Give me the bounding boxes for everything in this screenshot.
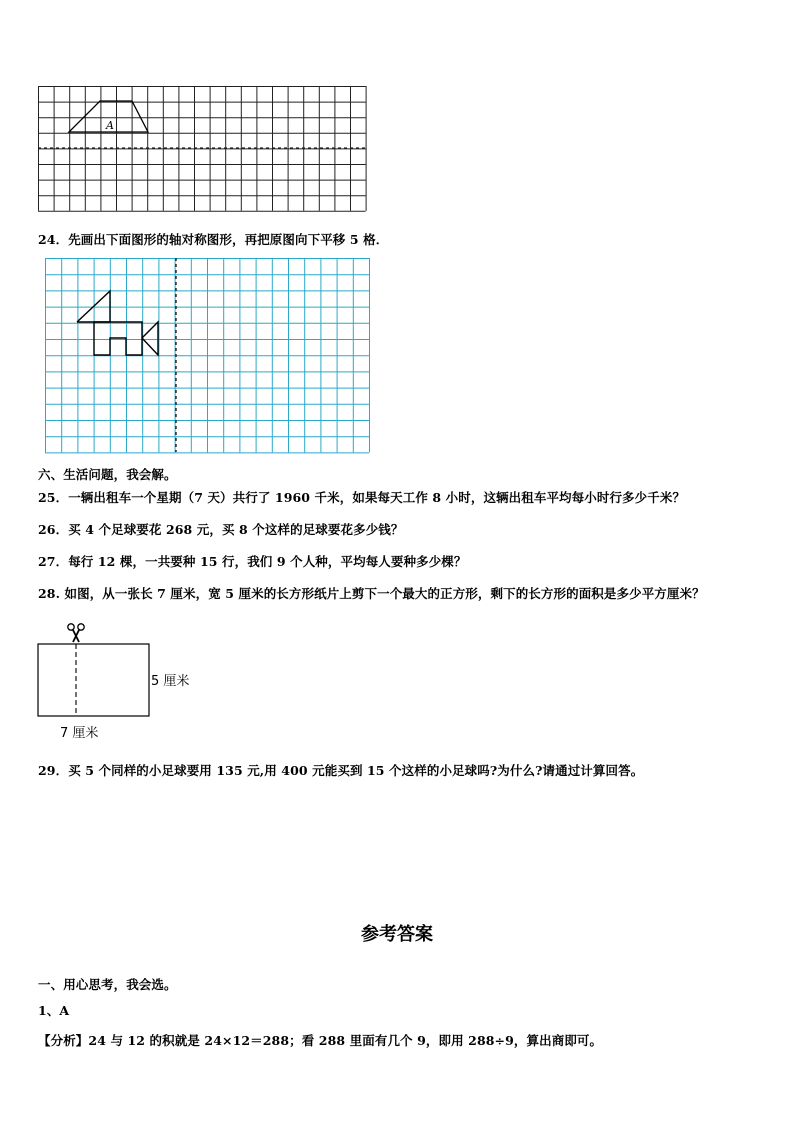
paper-rectangle <box>38 644 149 716</box>
question-24: 24．先画出下面图形的轴对称图形，再把原图向下平移 5 格． <box>38 232 389 247</box>
scissors-icon <box>68 624 84 642</box>
answers-title: 参考答案 <box>361 924 433 945</box>
tail-triangle-shape <box>142 322 158 355</box>
cyan-square-grid <box>45 258 375 454</box>
black-square-grid <box>38 86 368 214</box>
answers-section-1-heading: 一、用心思考，我会选。 <box>38 977 177 992</box>
trapezoid-label: A <box>106 119 114 132</box>
rectangle-width-label: 7 厘米 <box>60 726 99 741</box>
trapezoid-grid-figure <box>38 86 368 214</box>
question-29: 29．买 5 个同样的小足球要用 135 元,用 400 元能买到 15 个这样的小足球吗?为什么?请通过计算回答。 <box>38 763 644 778</box>
question-26: 26．买 4 个足球要花 268 元，买 8 个这样的足球要花多少钱？ <box>38 522 404 537</box>
question-25: 25．一辆出租车一个星期（7 天）共行了 1960 千米，如果每天工作 8 小时，这辆出租车平均每小时行多少千米？ <box>38 490 686 505</box>
head-triangle-shape <box>77 291 110 322</box>
question-27: 27．每行 12 棵，一共要种 15 行，我们 9 个人种，平均每人要种多少棵？ <box>38 554 467 569</box>
answer-1: 1、A <box>38 1003 70 1018</box>
section-6-heading: 六、生活问题，我会解。 <box>38 467 177 482</box>
body-shape <box>94 322 142 355</box>
rectangle-cut-figure <box>36 622 156 722</box>
question-28: 28. 如图，从一张长 7 厘米，宽 5 厘米的长方形纸片上剪下一个最大的正方形，剩下的长方形的面积是多少平方厘米？ <box>38 586 705 601</box>
rectangle-height-label: 5 厘米 <box>151 674 190 689</box>
answer-1-analysis: 【分析】24 与 12 的积就是 24×12＝288；看 288 里面有几个 9，即用 288÷9，算出商即可。 <box>38 1033 603 1048</box>
symmetry-grid-figure <box>45 258 375 454</box>
rectangle-diagram <box>36 622 156 722</box>
